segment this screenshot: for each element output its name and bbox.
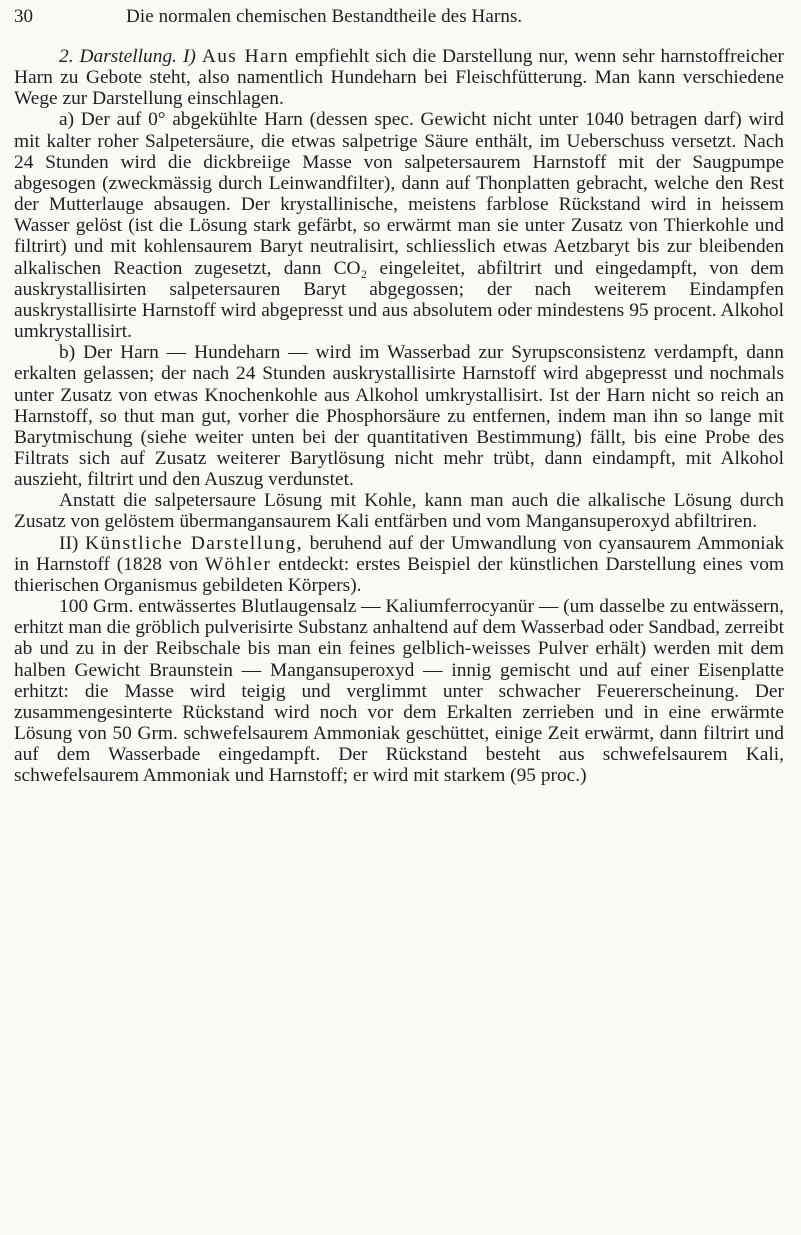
paragraph-alternative: Anstatt die salpetersaure Lösung mit Kohle, kann man auch die alkalische Lösung durch Zusatz von gelöstem übermangansaurem Kali entfärben und vom Mangansuperoxyd abfiltriren.	[14, 490, 784, 533]
paragraph-procedure: 100 Grm. entwässertes Blutlaugensalz — Kaliumferrocyanür — (um dasselbe zu entwässern, erhitzt man die gröblich pulverisirte Substanz anhaltend auf dem Wasserbad oder Sandbad, zerreibt ab und zu in der Reibschale bis man ein feines gelblich-weisses Pulver erhält) werden mit dem halben Gewicht Braunstein — Mangansuperoxyd — innig gemischt und auf einer Eisenplatte erhitzt: die Masse wird teigig und verglimmt unter schwacher Feuererscheinung. Der zusammengesinterte Rückstand wird noch vor dem Erkalten zerrieben und in eine erwärmte Lösung von 50 Grm. schwefelsaurem Ammoniak geschüttet, einige Zeit erwärmt, dann filtrirt und auf dem Wasserbade eingedampft. Der Rückstand besteht aus schwefelsaurem Kali, schwefelsaurem Ammoniak und Harnstoff; er wird mit starkem (95 proc.)	[14, 596, 784, 787]
page-header	[14, 2, 784, 32]
paragraph-text: beruhend auf der Umwandlung von cyansaurem Ammoniak in Harnstoff (1828 von	[14, 532, 784, 575]
paragraph-darstellung	[14, 46, 784, 109]
paragraph-artificial-preparation	[14, 533, 784, 596]
section-intro: 2. Darstellung. I)	[59, 46, 202, 67]
section-number: II)	[59, 532, 85, 554]
spaced-term-kuenstliche-darstellung: Künstliche Darstellung,	[84, 532, 304, 554]
page-number: 30	[14, 6, 33, 27]
page-body	[14, 46, 784, 786]
paragraph-method-a: a) Der auf 0° abgekühlte Harn (dessen spec. Gewicht nicht unter 1040 betragen darf) wird mit kalter roher Salpetersäure, die etwas salpetrige Säure enthält, im Ueberschuss versetzt. Nach 24 Stunden wird die dickbreiige Masse von salpetersaurem Harnstoff mit der Saugpumpe abgesogen (zweckmässig durch Leinwandfilter), dann auf Thonplatten gebracht, welche den Rest der Mutterlauge absaugen. Der krystallinische, meistens farblose Rückstand wird in heissem Wasser gelöst (ist die Lösung stark gefärbt, so erwärmt man sie unter Zusatz von Thierkohle und filtrirt) und mit kohlensaurem Baryt neutralisirt, schliesslich etwas Aetzbaryt bis zur bleibenden alkalischen Reaction zugesetzt, dann CO₂ eingeleitet, abfiltrirt und eingedampft, von dem auskrystallisirten salpetersauren Baryt abgegossen; der nach weiterem Eindampfen auskrystallisirte Harnstoff wird abgepresst und aus absolutem oder mindestens 95 procent. Alkohol umkrystallisirt.	[14, 109, 784, 343]
author-name: Wöhler	[204, 553, 272, 575]
spaced-term-aus-harn: Aus Harn	[201, 46, 289, 67]
running-head: Die normalen chemischen Bestandtheile des Harns.	[126, 6, 523, 27]
paragraph-text: entdeckt: erstes Beispiel der künstlichen Darstellung eines vom thierischen Organismus gebildeten Körpers).	[14, 553, 784, 596]
paragraph-method-b: b) Der Harn — Hundeharn — wird im Wasserbad zur Syrupsconsistenz verdampft, dann erkalten gelassen; der nach 24 Stunden auskrystallisirte Harnstoff wird abgepresst und nochmals unter Zusatz von etwas Knochenkohle aus Alkohol umkrystallisirt. Ist der Harn nicht so reich an Harnstoff, so thut man gut, vorher die Phosphorsäure zu entfernen, indem man ihn so lange mit Barytmischung (siehe weiter unten bei der quantitativen Bestimmung) fällt, bis eine Probe des Filtrats sich auf Zusatz weiterer Barytlösung nicht mehr trübt, dann eindampft, mit Alkohol auszieht, filtrirt und den Auszug verdunstet.	[14, 342, 784, 491]
paragraph-text: empfiehlt sich die Darstellung nur, wenn sehr harnstoffreicher Harn zu Gebote steht, also namentlich Hundeharn bei Fleischfütterung. Man kann verschiedene Wege zur Darstellung einschlagen.	[14, 46, 784, 110]
